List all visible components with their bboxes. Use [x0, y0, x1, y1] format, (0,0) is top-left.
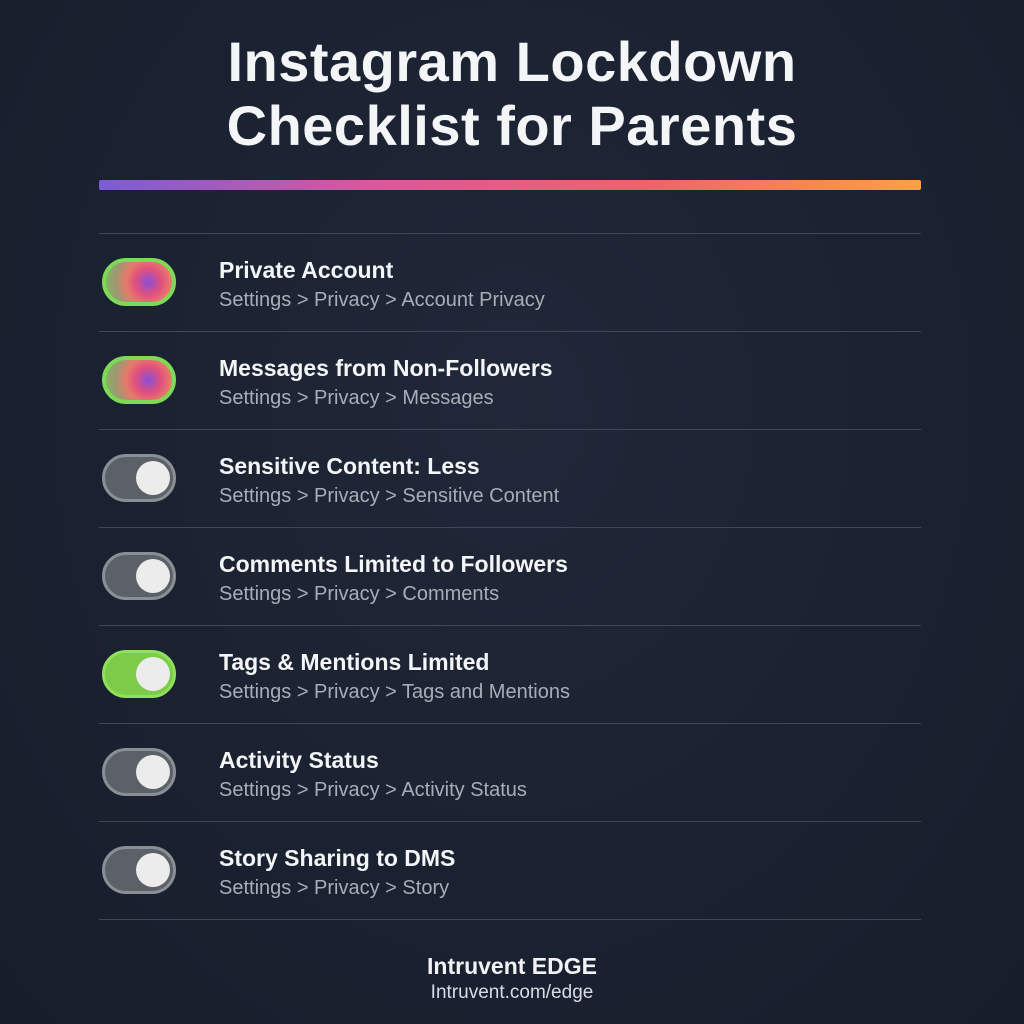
toggle-knob — [136, 461, 170, 495]
setting-toggle[interactable] — [102, 356, 176, 404]
row-text — [219, 452, 559, 510]
setting-title: Story Sharing to DMS — [219, 845, 456, 871]
checklist-row-5 — [99, 626, 921, 724]
setting-title: Comments Limited to Followers — [219, 551, 568, 577]
row-text — [219, 354, 553, 412]
setting-path: Settings > Privacy > Story — [219, 877, 450, 899]
setting-title: Messages from Non-Followers — [219, 355, 553, 381]
setting-path: Settings > Privacy > Activity Status — [219, 779, 527, 801]
toggle-knob — [136, 559, 170, 593]
setting-path: Settings > Privacy > Messages — [219, 387, 494, 409]
toggle-knob — [136, 853, 170, 887]
page-title — [0, 30, 1024, 158]
row-text — [219, 746, 527, 804]
checklist-row-1 — [99, 234, 921, 332]
setting-title: Private Account — [219, 257, 394, 283]
setting-toggle[interactable] — [102, 748, 176, 796]
setting-title: Activity Status — [219, 747, 379, 773]
footer — [0, 952, 1024, 1006]
title-line-2: Checklist for Parents — [226, 94, 798, 157]
setting-title: Sensitive Content: Less — [219, 453, 480, 479]
brand-name: Intruvent EDGE — [427, 953, 597, 979]
settings-checklist — [99, 233, 921, 920]
toggle-knob — [136, 755, 170, 789]
setting-toggle[interactable] — [102, 650, 176, 698]
checklist-row-6 — [99, 724, 921, 822]
setting-path: Settings > Privacy > Sensitive Content — [219, 485, 560, 507]
row-text — [219, 648, 570, 706]
checklist-row-4 — [99, 528, 921, 626]
row-text — [219, 256, 545, 314]
checklist-row-7 — [99, 822, 921, 920]
row-text — [219, 550, 568, 608]
gradient-accent-bar — [99, 180, 921, 190]
checklist-row-3 — [99, 430, 921, 528]
setting-toggle[interactable] — [102, 454, 176, 502]
toggle-knob — [136, 657, 170, 691]
setting-path: Settings > Privacy > Tags and Mentions — [219, 681, 570, 703]
checklist-row-2 — [99, 332, 921, 430]
brand-url[interactable]: Intruvent.com/edge — [430, 982, 594, 1003]
setting-path: Settings > Privacy > Comments — [219, 583, 500, 605]
setting-toggle[interactable] — [102, 552, 176, 600]
row-text — [219, 844, 455, 902]
setting-toggle[interactable] — [102, 258, 176, 306]
title-line-1: Instagram Lockdown — [227, 30, 797, 93]
setting-title: Tags & Mentions Limited — [219, 649, 490, 675]
setting-path: Settings > Privacy > Account Privacy — [219, 289, 545, 311]
setting-toggle[interactable] — [102, 846, 176, 894]
